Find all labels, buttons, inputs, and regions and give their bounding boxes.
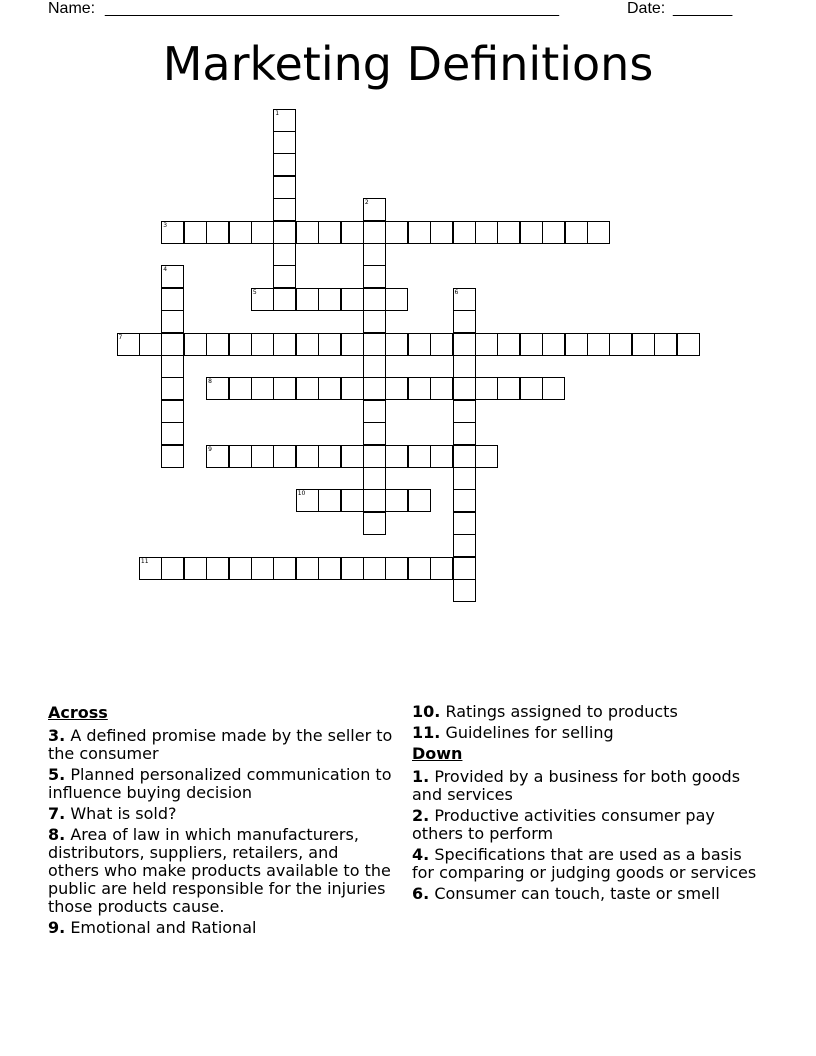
grid-number: 3 [163, 221, 168, 229]
clue-number: 8. [48, 825, 66, 844]
clue-text: Planned personalized communication to influence buying decision [48, 765, 392, 802]
grid-cell[interactable] [363, 377, 386, 400]
grid-cell[interactable] [497, 377, 520, 400]
clue-across-5 [48, 766, 393, 802]
grid-number: 11 [140, 557, 149, 565]
grid-cell[interactable] [453, 467, 476, 490]
grid-cell[interactable] [632, 333, 655, 356]
grid-cell[interactable] [497, 221, 520, 244]
clue-number: 1. [412, 767, 430, 786]
grid-cell[interactable] [565, 221, 588, 244]
grid-cell[interactable] [654, 333, 677, 356]
grid-cell[interactable] [161, 377, 184, 400]
grid-cell[interactable] [161, 355, 184, 378]
grid-cell[interactable] [296, 221, 319, 244]
grid-cell[interactable] [341, 288, 364, 311]
grid-cell[interactable] [453, 489, 476, 512]
grid-cell[interactable] [385, 445, 408, 468]
clue-down-2 [412, 807, 757, 843]
grid-cell[interactable] [251, 557, 274, 580]
grid-cell[interactable] [318, 557, 341, 580]
grid-cell[interactable] [385, 557, 408, 580]
grid-cell[interactable] [363, 243, 386, 266]
clue-text: Consumer can touch, taste or smell [434, 884, 720, 903]
name-label: Name: [48, 0, 96, 17]
grid-cell[interactable] [520, 377, 543, 400]
grid-cell[interactable] [542, 221, 565, 244]
grid-cell[interactable] [184, 221, 207, 244]
grid-cell[interactable] [296, 288, 319, 311]
grid-cell[interactable] [117, 333, 140, 356]
clue-down-4 [412, 846, 757, 882]
grid-cell[interactable] [363, 467, 386, 490]
clue-number: 7. [48, 804, 66, 823]
grid-cell[interactable] [408, 377, 431, 400]
clue-across-3 [48, 727, 393, 763]
grid-cell[interactable] [542, 333, 565, 356]
grid-cell[interactable] [363, 333, 386, 356]
grid-cell[interactable] [385, 288, 408, 311]
grid-number: 9 [208, 445, 212, 453]
grid-number: 7 [118, 333, 123, 341]
clue-across-7 [48, 805, 393, 823]
grid-cell[interactable] [206, 377, 229, 400]
grid-cell[interactable] [273, 243, 296, 266]
down-heading: Down [412, 744, 463, 763]
grid-cell[interactable] [453, 221, 476, 244]
grid-cell[interactable] [430, 333, 453, 356]
grid-cell[interactable] [206, 445, 229, 468]
clue-text: Ratings assigned to products [445, 702, 678, 721]
grid-cell[interactable] [273, 557, 296, 580]
grid-number: 8 [208, 378, 212, 386]
grid-cell[interactable] [453, 579, 476, 602]
grid-cell[interactable] [587, 333, 610, 356]
grid-cell[interactable] [475, 333, 498, 356]
grid-cell[interactable] [363, 265, 386, 288]
grid-cell[interactable] [229, 221, 252, 244]
grid-cell[interactable] [385, 221, 408, 244]
grid-number: 1 [275, 109, 280, 117]
grid-cell[interactable] [341, 489, 364, 512]
grid-cell[interactable] [475, 445, 498, 468]
grid-cell[interactable] [296, 557, 319, 580]
grid-cell[interactable] [139, 333, 162, 356]
grid-cell[interactable] [206, 557, 229, 580]
clue-text: Emotional and Rational [70, 918, 257, 937]
grid-number: 4 [163, 266, 168, 274]
grid-cell[interactable] [251, 333, 274, 356]
grid-cell[interactable] [273, 445, 296, 468]
grid-cell[interactable] [318, 288, 341, 311]
grid-cell[interactable] [251, 221, 274, 244]
clue-text: Productive activities consumer pay others to perform [412, 806, 715, 843]
grid-cell[interactable] [161, 265, 184, 288]
name-field[interactable]: ______________________________________________________ [105, 0, 559, 17]
grid-cell[interactable] [363, 198, 386, 221]
clue-across-11 [412, 724, 757, 742]
grid-cell[interactable] [453, 355, 476, 378]
grid-cell[interactable] [453, 310, 476, 333]
grid-cell[interactable] [318, 221, 341, 244]
grid-cell[interactable] [161, 557, 184, 580]
grid-cell[interactable] [520, 221, 543, 244]
grid-cell[interactable] [363, 310, 386, 333]
grid-cell[interactable] [161, 288, 184, 311]
clue-across-9 [48, 919, 393, 937]
grid-cell[interactable] [453, 445, 476, 468]
grid-cell[interactable] [318, 333, 341, 356]
grid-cell[interactable] [273, 265, 296, 288]
grid-cell[interactable] [385, 489, 408, 512]
grid-cell[interactable] [296, 333, 319, 356]
grid-cell[interactable] [542, 377, 565, 400]
grid-cell[interactable] [363, 288, 386, 311]
grid-cell[interactable] [430, 445, 453, 468]
grid-cell[interactable] [453, 422, 476, 445]
grid-cell[interactable] [161, 445, 184, 468]
date-field[interactable]: _______ [673, 0, 732, 17]
grid-cell[interactable] [363, 445, 386, 468]
clue-number: 3. [48, 726, 66, 745]
grid-cell[interactable] [273, 377, 296, 400]
clue-text: What is sold? [70, 804, 177, 823]
clue-number: 6. [412, 884, 430, 903]
grid-cell[interactable] [273, 221, 296, 244]
grid-cell[interactable] [318, 489, 341, 512]
clues-left-column [48, 703, 393, 940]
grid-cell[interactable] [408, 489, 431, 512]
grid-cell[interactable] [408, 557, 431, 580]
grid-cell[interactable] [251, 445, 274, 468]
grid-cell[interactable] [161, 333, 184, 356]
clue-number: 11. [412, 723, 441, 742]
date-label: Date: [627, 0, 666, 17]
grid-cell[interactable] [341, 557, 364, 580]
grid-cell[interactable] [565, 333, 588, 356]
grid-number: 2 [364, 199, 369, 207]
grid-cell[interactable] [363, 489, 386, 512]
clue-across-10 [412, 703, 757, 721]
grid-cell[interactable] [206, 221, 229, 244]
clue-down-1 [412, 768, 757, 804]
grid-cell[interactable] [341, 445, 364, 468]
grid-cell[interactable] [296, 445, 319, 468]
grid-cell[interactable] [296, 377, 319, 400]
grid-cell[interactable] [184, 333, 207, 356]
grid-cell[interactable] [273, 333, 296, 356]
grid-cell[interactable] [453, 377, 476, 400]
grid-cell[interactable] [453, 557, 476, 580]
grid-number: 10 [297, 490, 306, 498]
grid-cell[interactable] [229, 557, 252, 580]
clue-number: 5. [48, 765, 66, 784]
grid-cell[interactable] [475, 377, 498, 400]
grid-cell[interactable] [229, 377, 252, 400]
grid-cell[interactable] [430, 221, 453, 244]
grid-cell[interactable] [430, 557, 453, 580]
grid-cell[interactable] [363, 422, 386, 445]
grid-cell[interactable] [341, 221, 364, 244]
grid-cell[interactable] [251, 377, 274, 400]
grid-cell[interactable] [184, 557, 207, 580]
grid-cell[interactable] [475, 221, 498, 244]
across-heading: Across [48, 703, 108, 722]
grid-cell[interactable] [497, 333, 520, 356]
grid-cell[interactable] [161, 400, 184, 423]
grid-cell[interactable] [408, 445, 431, 468]
clue-number: 10. [412, 702, 441, 721]
grid-cell[interactable] [273, 288, 296, 311]
grid-cell[interactable] [251, 288, 274, 311]
grid-cell[interactable] [229, 445, 252, 468]
grid-cell[interactable] [520, 333, 543, 356]
grid-cell[interactable] [206, 333, 229, 356]
grid-cell[interactable] [296, 489, 319, 512]
clues-right-column [412, 703, 757, 906]
grid-cell[interactable] [273, 153, 296, 176]
grid-cell[interactable] [161, 310, 184, 333]
grid-cell[interactable] [273, 131, 296, 154]
grid-cell[interactable] [229, 333, 252, 356]
clue-text: Area of law in which manufacturers, distributors, suppliers, retailers, and others who make products available to the public are held responsible for the injuries those products cause. [48, 825, 391, 916]
grid-cell[interactable] [453, 288, 476, 311]
grid-number: 5 [252, 288, 257, 296]
grid-cell[interactable] [363, 221, 386, 244]
grid-cell[interactable] [408, 333, 431, 356]
clue-text: Provided by a business for both goods and services [412, 767, 741, 804]
grid-cell[interactable] [341, 333, 364, 356]
grid-cell[interactable] [139, 557, 162, 580]
grid-cell[interactable] [408, 221, 431, 244]
grid-cell[interactable] [363, 512, 386, 535]
grid-cell[interactable] [363, 557, 386, 580]
grid-cell[interactable] [453, 512, 476, 535]
clue-number: 4. [412, 845, 430, 864]
grid-cell[interactable] [385, 333, 408, 356]
grid-cell[interactable] [453, 534, 476, 557]
clue-down-6 [412, 885, 757, 903]
grid-cell[interactable] [273, 176, 296, 199]
grid-cell[interactable] [385, 377, 408, 400]
clue-text: Guidelines for selling [445, 723, 614, 742]
clue-text: A defined promise made by the seller to the consumer [48, 726, 393, 763]
grid-cell[interactable] [677, 333, 700, 356]
grid-cell[interactable] [318, 445, 341, 468]
grid-cell[interactable] [430, 377, 453, 400]
grid-cell[interactable] [273, 109, 296, 132]
grid-cell[interactable] [453, 333, 476, 356]
page-title: Marketing Definitions [162, 37, 654, 91]
clue-number: 2. [412, 806, 430, 825]
clue-across-8 [48, 826, 393, 916]
grid-cell[interactable] [161, 422, 184, 445]
grid-cell[interactable] [587, 221, 610, 244]
grid-cell[interactable] [363, 400, 386, 423]
grid-number: 6 [454, 288, 459, 296]
grid-cell[interactable] [341, 377, 364, 400]
grid-cell[interactable] [161, 221, 184, 244]
grid-cell[interactable] [318, 377, 341, 400]
grid-cell[interactable] [363, 355, 386, 378]
grid-cell[interactable] [273, 198, 296, 221]
grid-cell[interactable] [609, 333, 632, 356]
clue-text: Specifications that are used as a basis for comparing or judging goods or services [412, 845, 757, 882]
clue-number: 9. [48, 918, 66, 937]
grid-cell[interactable] [453, 400, 476, 423]
